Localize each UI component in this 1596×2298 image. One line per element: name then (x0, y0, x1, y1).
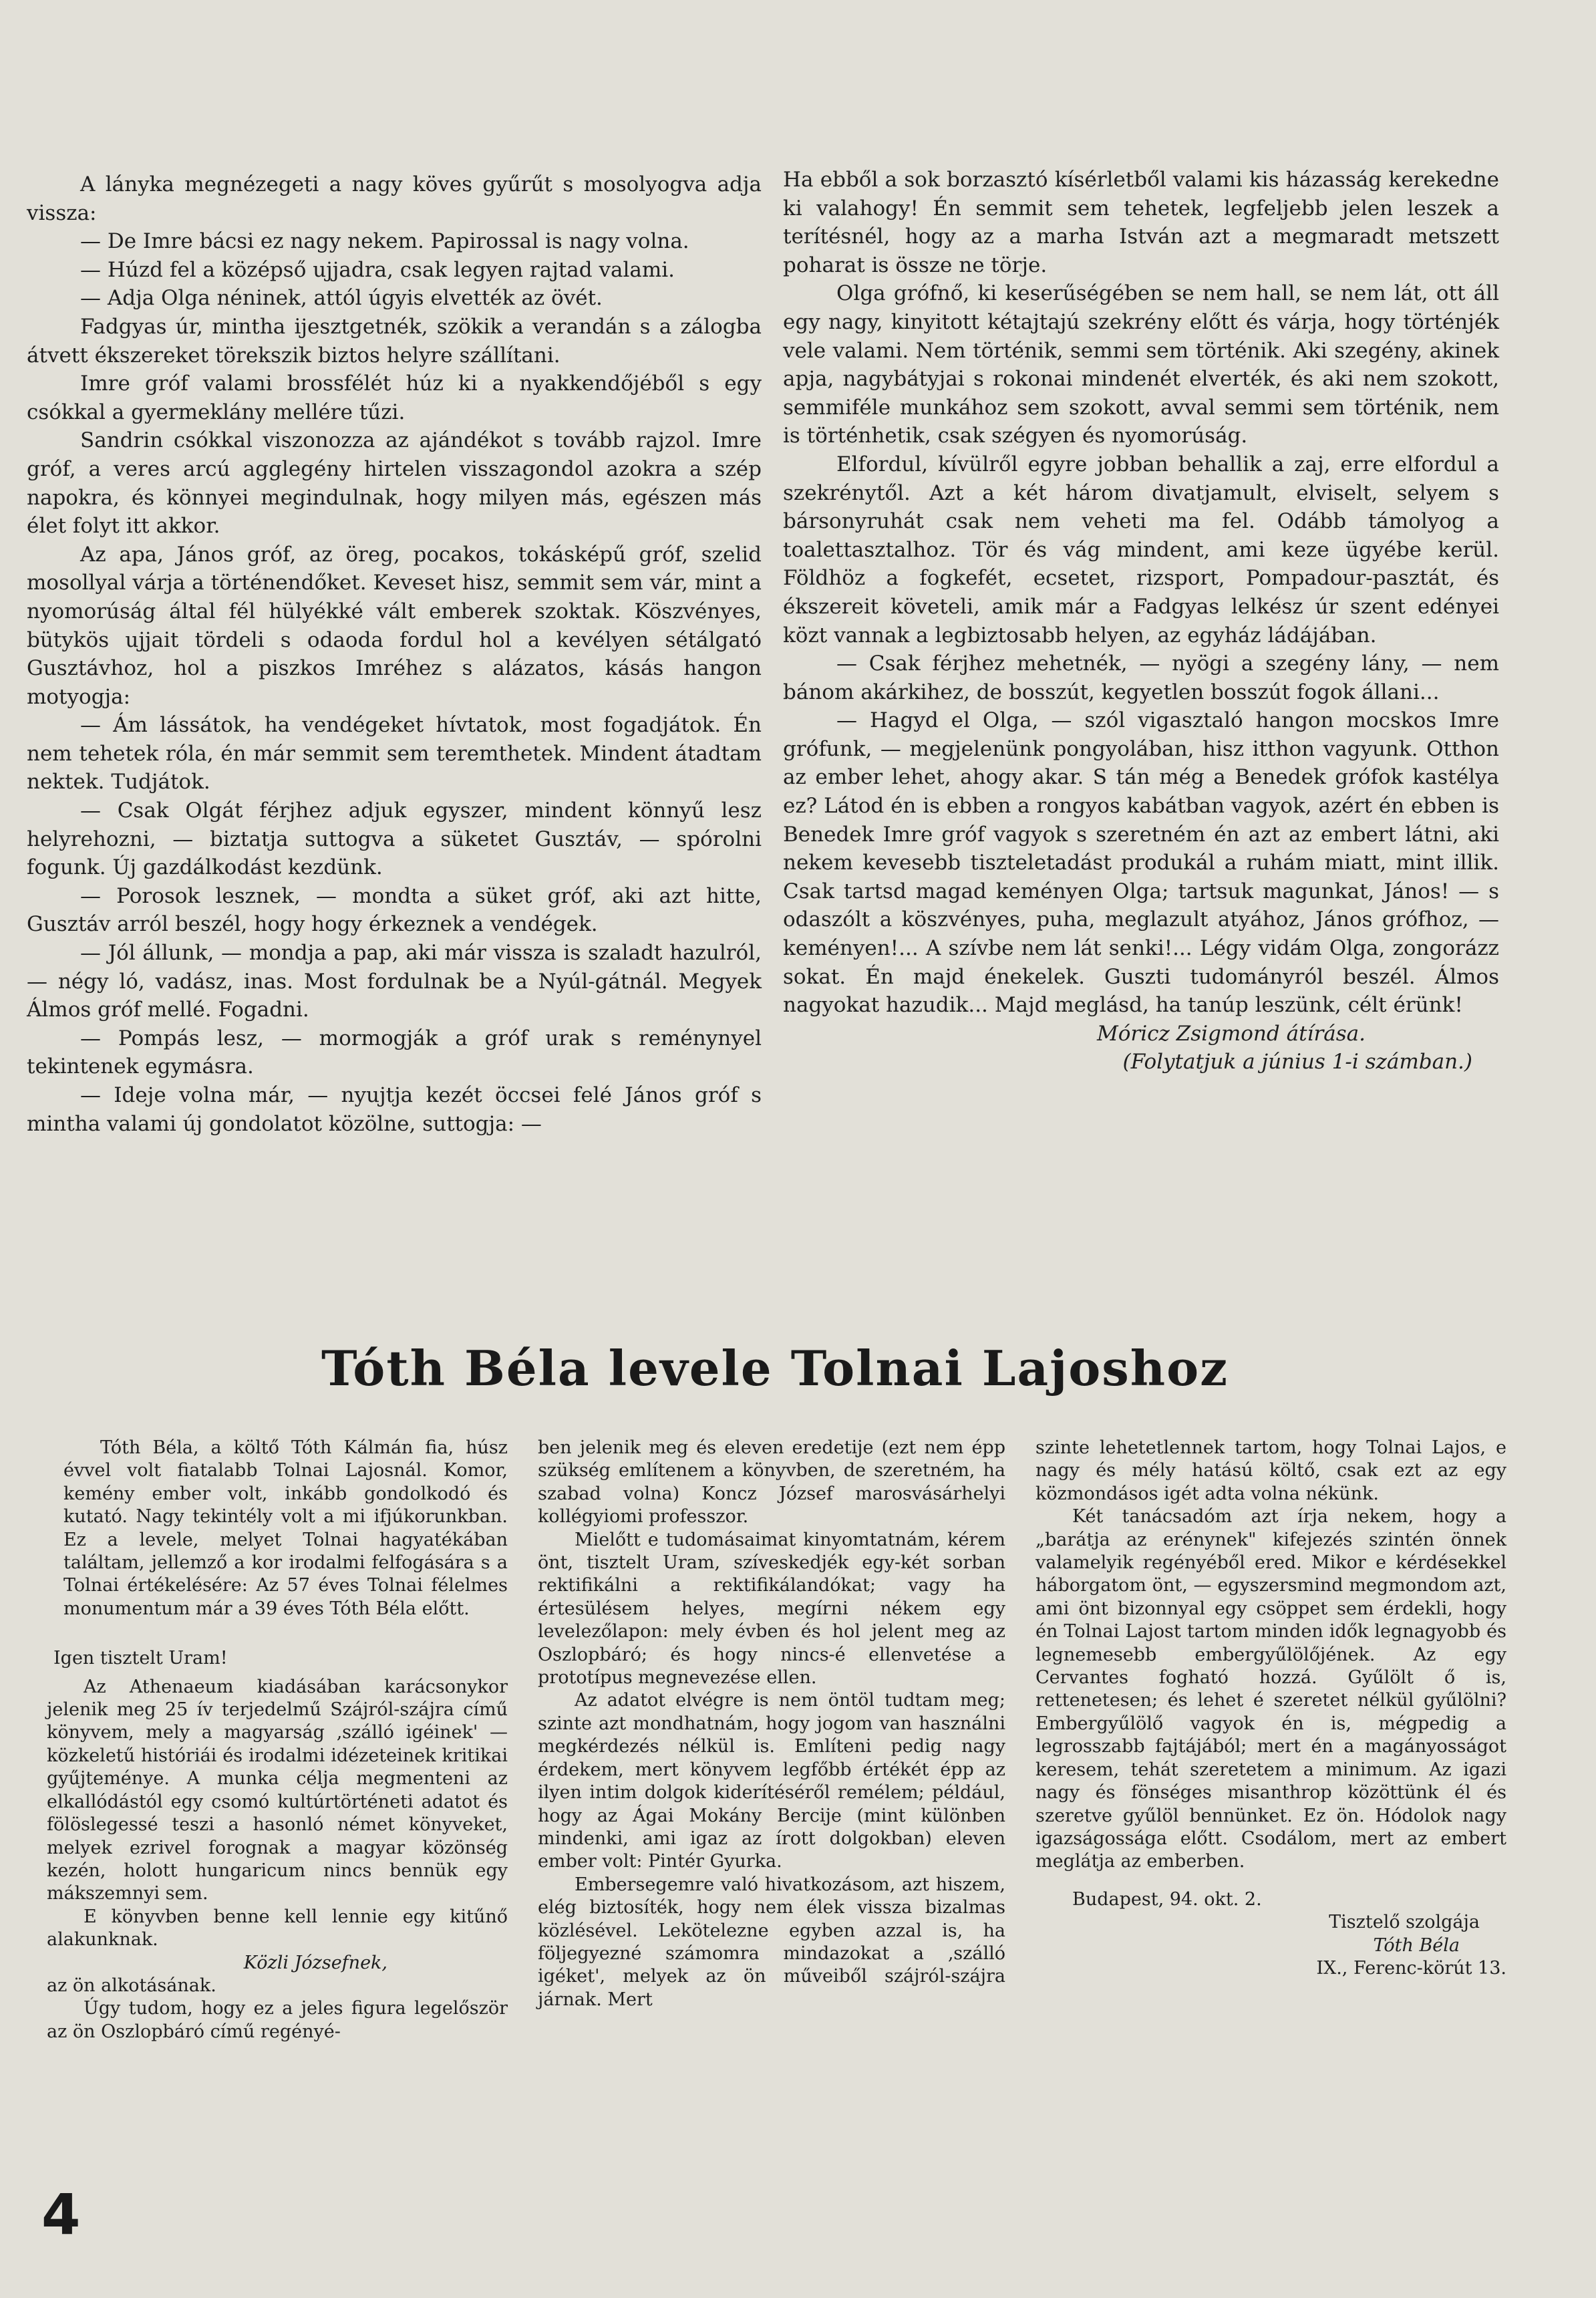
paragraph: Mielőtt e tudomásaimat kinyomtatnám, kérem önt, tisztelt Uram, szíveskedjék egy-két sorban rektifikálni a rektifikálandókat; vagy ha értesülésem helyes, megírni nékem egy levelezőlapon: mely évben és hol jelent meg az Oszlopbáró; és hogy nincs-é ellenvetése a prototípus megnevezése ellen. (538, 1529, 1005, 1689)
paragraph: Imre gróf valami brossfélét húz ki a nyakkendőjéből s egy csókkal a gyermeklány mellére tűzi. (27, 372, 762, 424)
paragraph: Úgy tudom, hogy ez a jeles figura legelőször az ön Oszlopbáró című regényé- (47, 1998, 508, 2042)
paragraph: — Ám lássátok, ha vendégeket hívtatok, most fogadjátok. Én nem tehetek róla, én már semmit sem teremthetek. Mindent átadtam nektek. Tudjátok. (27, 713, 762, 795)
letter-salutation: Igen tisztelt Uram! (53, 1648, 228, 1669)
letter-date: Budapest, 94. okt. 2. (1072, 1888, 1262, 1910)
paragraph: Ha ebből a sok borzasztó kísérletből valami kis házasság kerekedne ki valahogy! Én semmit sem tehetek, legfeljebb jelen leszek a terítésnél, hogy az a marha István azt a megmaradt metszett poharat is össze ne törje. (783, 168, 1499, 277)
letter-column-3 (1035, 1437, 1506, 1980)
paragraph: Olga grófnő, ki keserűségében se nem hall, se nem lát, ott áll egy nagy, kinyitott kétajtajú szekrény előtt és várja, hogy történjék vele valami. Nem történik, semmi sem történik. Aki szegény, akinek apja, nagybátyjai s rokonai mindenét elverték, és aki nem szokott, semmiféle munkához sem szokott, avval semmi sem történik, nem is történhetik, csak szégyen és nyomorúság. (783, 281, 1499, 448)
paragraph: — Adja Olga néninek, attól úgyis elvették az övét. (80, 286, 603, 311)
page-number: 4 (41, 2182, 81, 2247)
paragraph: A lányka megnézegeti a nagy köves gyűrűt s mosolyogva adja vissza: (27, 172, 762, 225)
paragraph: ben jelenik meg és eleven eredetije (ezt nem épp szükség említenem a könyvben, de szeretném, ha szabad volna) Koncz József marosvásárhelyi kollégyiomi professzor. (538, 1437, 1005, 1528)
story-column-left (27, 170, 762, 1138)
paragraph: Két tanácsadóm azt írja nekem, hogy a „barátja az erénynek" kifejezés szintén önnek valamelyik regényéből ered. Mikor e kérdésekkel háborgatom önt, — egyszersmind megmondom azt, ami önt bizonnyal egy csöppet sem érdekli, hogy én Tolnai Lajost tartom minden idők legnagyobb és legnemesebb embergyűlölőjének. Az egy Cervantes fogható hozzá. Gyűlölt ő is, rettenetesen; és lehet é szeretet nélkül gyűlölni? Embergyűlölő vagyok én is, mégpedig a legrosszabb fajtájából; mert én a magányosságot keresem, tehát szeretetem a minimum. Az igazi nagy és fönséges misanthrop közöttünk él és szeretve gyűlöl bennünket. Ez ön. Hódolok nagy igazságossága előtt. Csodálom, mert az embert meglátja az emberben. (1035, 1506, 1506, 1872)
paragraph: — Jól állunk, — mondja a pap, aki már vissza is szaladt hazulról, — négy ló, vadász, inas. Most fordulnak be a Nyúl-gátnál. Megyek Álmos gróf mellé. Fogadni. (27, 941, 762, 1022)
paragraph: — Csak Olgát férjhez adjuk egyszer, mindent könnyű lesz helyrehozni, — biztatja suttogva a süketet Gusztáv, — spórolni fogunk. Új gazdálkodást kezdünk. (27, 799, 762, 880)
paragraph: az ön alkotásának. (47, 1975, 216, 1996)
paragraph: — Pompás lesz, — mormogják a gróf urak s reménynyel tekintenek egymásra. (27, 1026, 762, 1079)
letter-closing: Tisztelő szolgája (1329, 1912, 1480, 1933)
paragraph: — Ideje volna már, — nyujtja kezét öccsei felé János gróf s mintha valami új gondolatot közölne, suttogja: — (27, 1083, 762, 1136)
continuation-note: (Folytatjuk a június 1-i számban.) (1122, 1050, 1472, 1074)
letter-signature: Tóth Béla (1373, 1934, 1460, 1956)
article-headline: Tóth Béla levele Tolnai Lajoshoz (321, 1340, 1229, 1397)
story-attribution: Móricz Zsigmond átírása. (1096, 1021, 1366, 1046)
paragraph: Fadgyas úr, mintha ijesztgetnék, szökik a verandán s a zálogba átvett ékszereket törekszik biztos helyre szállítani. (27, 314, 762, 368)
story-column-right (783, 166, 1499, 1076)
paragraph: — De Imre bácsi ez nagy nekem. Papirossal is nagy volna. (80, 229, 689, 254)
editor-intro: Tóth Béla, a költő Tóth Kálmán fia, húsz évvel volt fiatalabb Tolnai Lajosnál. Komor, kemény ember volt, inkább gondolkodó és kutató. Nagy tekintély volt a mi ifjúkorunkban. Ez a levele, melyet Tolnai hagyatékában találtam, jellemző a kor irodalmi felfogására s a Tolnai értékelésére: Az 57 éves Tolnai félelmes monumentum már a 39 éves Tóth Béla előtt. (63, 1437, 508, 1619)
paragraph: E könyvben benne kell lennie egy kitűnő alakunknak. (47, 1906, 508, 1951)
paragraph: Elfordul, kívülről egyre jobban behallik a zaj, erre elfordul a szekrénytől. Azt a két három divatjamult, elviselt, selyem s bársonyruhát csak nem veheti ma fel. Odább támolyog a toalettasztalhoz. Tör és vág mindent, ami keze ügyébe kerül. Földhöz a fogkefét, ecsetet, rizsport, Pompadour-pasztát, és ékszereit követeli, amik már a Fadgyas lelkész úr szent edényei közt vannak a legbiztosabb helyen, az egyház ládájában. (783, 452, 1499, 648)
paragraph: — Porosok lesznek, — mondta a süket gróf, aki azt hitte, Gusztáv arról beszél, hogy hogy érkeznek a vendégek. (27, 883, 762, 937)
paragraph: Az adatot elvégre is nem öntöl tudtam meg; szinte azt mondhatnám, hogy jogom van használni megkérdezés nélkül is. Említeni pedig nagy érdekem, mert könyvem legfőbb értékét épp az ilyen intim dolgok kiderítéséről remélem; például, hogy az Ágai Mokány Bercije (mint különben mindenki, ami igaz az írott dolgokban) eleven ember volt: Pintér Gyurka. (538, 1690, 1005, 1872)
paragraph: Sandrin csókkal viszonozza az ajándékot s tovább rajzol. Imre gróf, a veres arcú agglegény hirtelen visszagondol azokra a szép napokra, és könnyei megindulnak, hogy milyen más, egészen más élet folyt itt akkor. (27, 428, 762, 539)
paragraph: — Csak férjhez mehetnék, — nyögi a szegény lány, — nem bánom akárkihez, de bosszút, kegyetlen bosszút fogok állani... (783, 652, 1499, 704)
paragraph: Embersegemre való hivatkozásom, azt hiszem, elég biztosíték, hogy nem élek vissza bizalmas közlésével. Lekötelezne egyben azzal is, ha följegyezné számomra mindazokat a ‚szálló igéket', melyek az ön műveiből szájról-szájra járnak. Mert (538, 1874, 1005, 2010)
paragraph: szinte lehetetlennek tartom, hogy Tolnai Lajos, e nagy és mély hatású költő, csak ezt az egy közmondásos igét adta volna nékünk. (1035, 1437, 1506, 1504)
letter-column-2 (538, 1437, 1005, 2011)
letter-address: IX., Ferenc-körút 13. (1316, 1957, 1506, 1979)
paragraph: Az apa, János gróf, az öreg, pocakos, tokásképű gróf, szelid mosollyal várja a történendőket. Keveset hisz, semmit sem vár, mint a nyomorúság által fél hülyékké vált emberek szoktak. Köszvényes, bütykös ujjait tördeli s odaoda fordul hol a kevélyen sétálgató Gusztávhoz, hol a piszkos Imréhez s alázatos, kásás hangon motyogja: (27, 542, 762, 709)
letter-column-1 (47, 1437, 508, 2043)
paragraph: — Hagyd el Olga, — szól vigasztaló hangon mocskos Imre grófunk, — megjelenünk pongyolában, hisz itthon vagyunk. Otthon az ember lehet, ahogy akar. S tán még a Benedek grófok kastélya ez? Látod én is ebben a rongyos kabátban vagyok, azért én ebben is Benedek Imre gróf vagyok s szeretném én azt az embert látni, aki nekem kevesebb tiszteletadást produkál a ruhám miatt, mint illik. Csak tartsd magad keményen Olga; tartsuk magunkat, János! — s odaszólt a köszvényes, puha, meglazult atyához, János grófhoz, — keményen!... A szívbe nem lát senki!... Légy vidám Olga, zongorázz sokat. Én majd énekelek. Guszti tudományról beszél. Álmos nagyokat hazudik... Majd meglásd, ha tanúp leszünk, célt érünk! (783, 708, 1499, 1018)
paragraph: Az Athenaeum kiadásában karácsonykor jelenik meg 25 ív terjedelmű Szájról-szájra című könyvem, mely a magyarság ‚szálló igéinek' — közkeletű históriái és irodalmi idézeteinek kritikai gyűjteménye. A munka célja megmenteni az elkallódástól egy csomó kultúrtörténeti adatot és fölöslegessé teszi a hasonló német könyveket, melyek ezrivel forognak a magyar közönség kezén, holott hungaricum nincs bennük egy mákszemnyi sem. (47, 1676, 508, 1904)
letter-attribution: Közli Józsefnek, (243, 1952, 387, 1973)
paragraph: — Húzd fel a középső ujjadra, csak legyen rajtad valami. (80, 257, 675, 282)
